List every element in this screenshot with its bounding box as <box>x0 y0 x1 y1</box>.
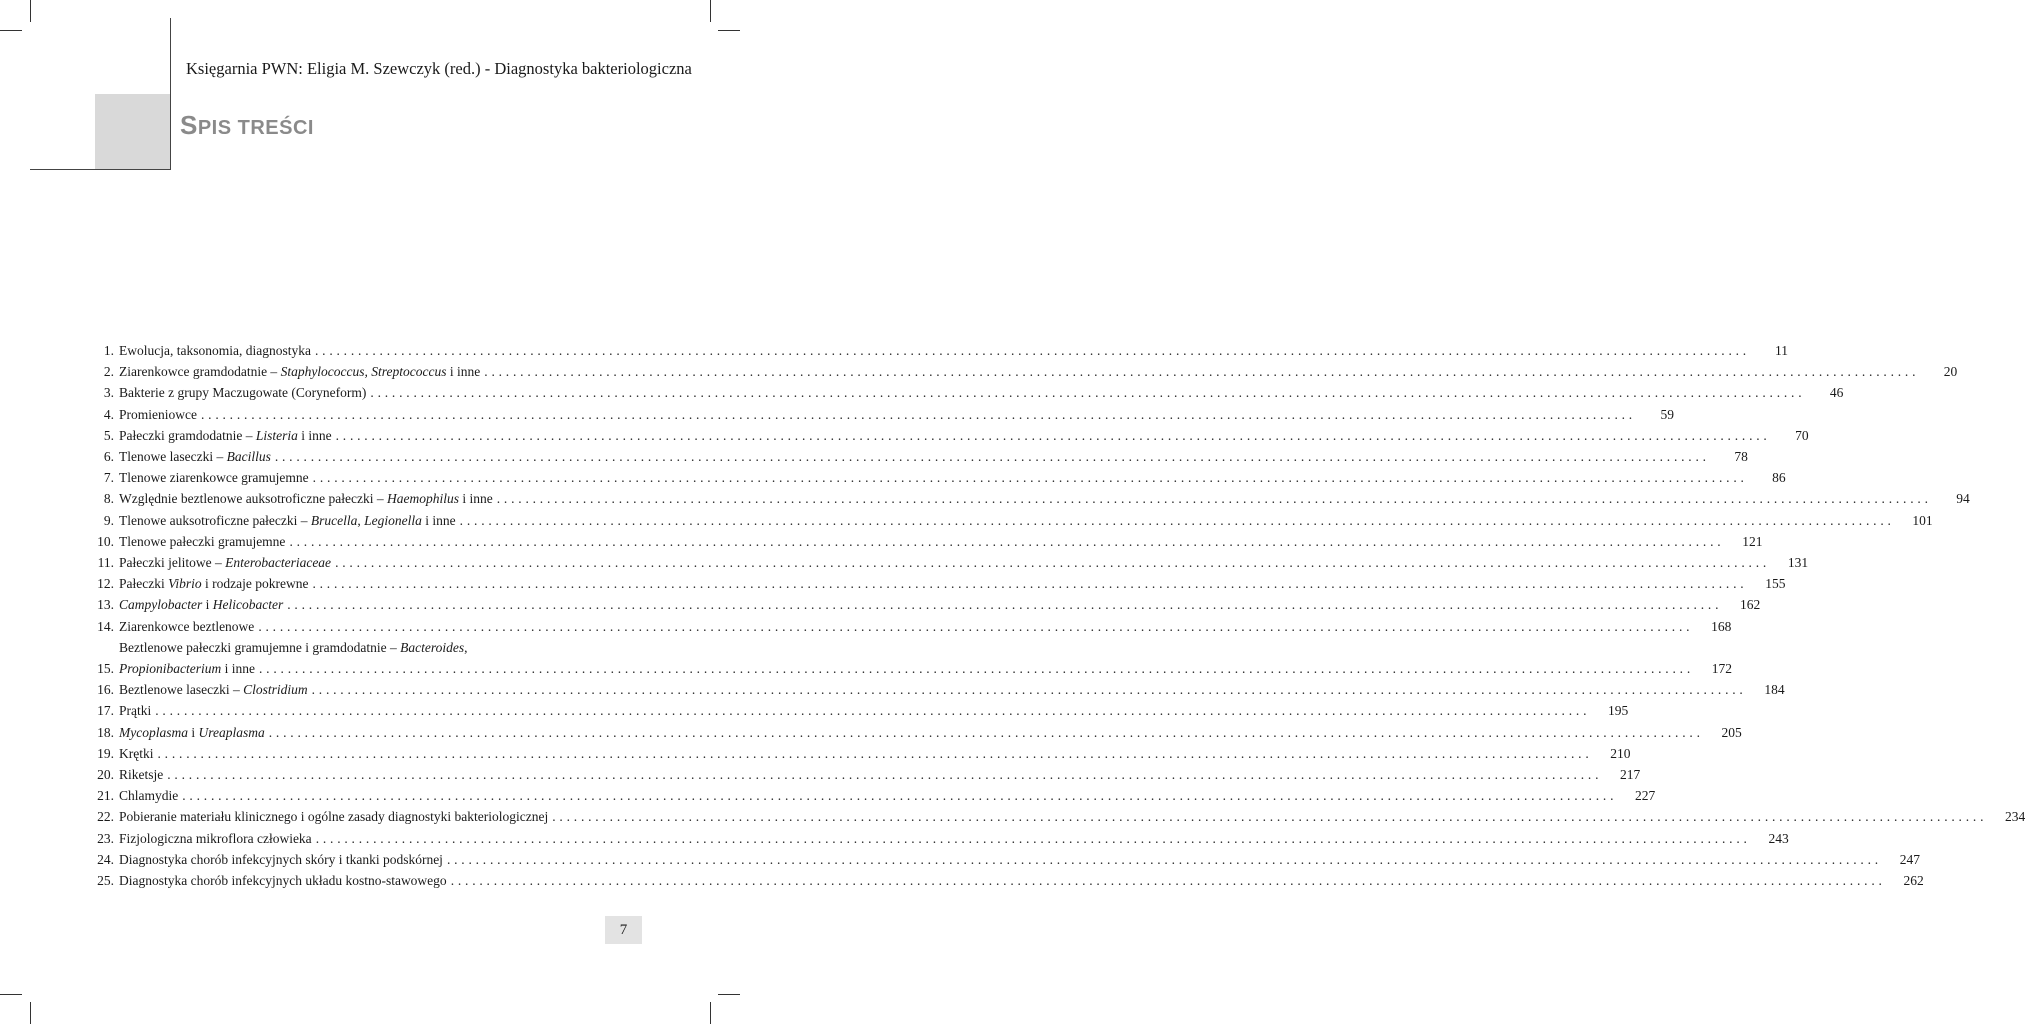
toc-entry-text-part: Beztlenowe laseczki – <box>119 682 244 698</box>
toc-entry[interactable] <box>88 446 1748 467</box>
toc-entry-number: 20. <box>97 767 114 783</box>
toc-entry-text-part: Promieniowce <box>119 406 197 422</box>
toc-entry-text-part: Riketsje <box>119 767 164 783</box>
toc-entry-title <box>119 382 366 403</box>
toc-entry-title <box>119 849 443 870</box>
toc-entry-title <box>119 404 197 425</box>
toc-entry-italic-text: Staphylococcus, Streptococcus <box>280 364 447 380</box>
toc-dot-leader: ........................................................................................................................................................................................................ <box>312 470 1748 486</box>
toc-entry-number: 25. <box>97 873 114 889</box>
toc-entry[interactable] <box>88 594 1761 615</box>
toc-entry-text-part: Tlenowe laseczki – <box>119 449 227 465</box>
toc-dot-leader: ........................................................................................................................................................................................................ <box>182 788 1618 804</box>
toc-entry-number: 16. <box>97 682 114 698</box>
toc-entry-italic-text: Brucella <box>310 512 358 528</box>
toc-entry-title <box>119 764 163 785</box>
toc-entry-title <box>119 552 331 573</box>
toc-entry-text-part: Krętki <box>119 745 154 761</box>
toc-entry-page: 59 <box>1660 406 1674 422</box>
toc-entry-number: 21. <box>97 788 114 804</box>
toc-entry-text-part: Ewolucja, taksonomia, diagnostyka <box>119 343 311 358</box>
section-title-rest: PIS TREŚCI <box>197 117 314 139</box>
toc-entry-number: 15. <box>97 661 114 677</box>
toc-entry-number: 2. <box>103 364 114 380</box>
book-title: Księgarnia PWN: Eligia M. Szewczyk (red.) - Diagnostyka bakteriologiczna <box>186 59 692 78</box>
toc-entry-title <box>119 616 254 637</box>
toc-dot-leader: ........................................................................................................................................................................................................ <box>446 851 1882 867</box>
toc-entry-text-part: Pobieranie materiału klinicznego i ogólne zasady diagnostyki bakteriologicznej <box>119 809 549 825</box>
section-title <box>180 110 314 141</box>
toc-entry-italic-text: Legionella <box>364 512 422 528</box>
toc-dot-leader: ........................................................................................................................................................................................................ <box>157 745 1593 761</box>
toc-entry-italic-text: Enterobacteriaceae <box>225 555 332 571</box>
toc-entry-text-part: Tlenowe auksotroficzne pałeczki – <box>119 512 311 528</box>
toc-dot-leader: ........................................................................................................................................................................................................ <box>311 682 1747 698</box>
toc-dot-leader: ........................................................................................................................................................................................................ <box>315 830 1751 846</box>
crop-mark <box>710 0 711 22</box>
toc-entry-text-part: i rodzaje pokrewne <box>201 576 309 592</box>
toc-entry-text-part: Fizjologiczna mikroflora człowieka <box>119 830 312 846</box>
crop-mark <box>30 0 31 22</box>
toc-entry-page: 78 <box>1734 449 1748 465</box>
toc-entry-title-line1 <box>119 637 644 658</box>
toc-entry-page: 101 <box>1912 512 1933 528</box>
toc-entry-number: 1. <box>103 343 114 358</box>
toc-dot-leader: ........................................................................................................................................................................................................ <box>370 385 1806 401</box>
toc-entry-text-part: Chlamydie <box>119 788 179 804</box>
toc-entry-page: 131 <box>1787 555 1809 571</box>
toc-entry-number: 3. <box>103 385 114 401</box>
crop-mark <box>718 30 740 31</box>
toc-entry-italic-text: Clostridium <box>243 682 308 698</box>
toc-entry-text-part: Ziarenkowce beztlenowe <box>119 618 255 634</box>
toc-entry-page: 217 <box>1620 767 1641 783</box>
toc-entry-page: 227 <box>1635 788 1656 804</box>
toc-entry-page: 195 <box>1608 703 1629 719</box>
toc-dot-leader: ........................................................................................................................................................................................................ <box>335 555 1771 571</box>
toc-entry-title <box>119 806 548 827</box>
toc-entry-number: 9. <box>103 512 114 528</box>
toc-entry-title <box>119 467 309 488</box>
toc-entry-page: 94 <box>1956 491 1970 507</box>
toc-dot-leader: ........................................................................................................................................................................................................ <box>496 491 1932 507</box>
toc-entry[interactable] <box>88 700 1629 721</box>
toc-entry-title <box>119 446 271 467</box>
toc-entry[interactable] <box>88 404 1674 425</box>
toc-entry[interactable] <box>88 488 1970 509</box>
toc-entry-page: 11 <box>1774 343 1788 358</box>
crop-mark <box>0 30 22 31</box>
toc-entry[interactable] <box>88 764 1641 785</box>
toc-entry-number: 23. <box>97 830 114 846</box>
toc-entry-title <box>119 700 151 721</box>
toc-entry-page: 247 <box>1899 851 1920 867</box>
toc-entry[interactable] <box>88 722 1742 743</box>
toc-entry[interactable] <box>88 510 1933 531</box>
toc-dot-leader: ........................................................................................................................................................................................................ <box>200 406 1636 422</box>
toc-entry-text-part: Bakterie z grupy Maczugowate (Coryneform) <box>119 385 367 401</box>
toc-entry-title <box>119 531 285 552</box>
toc-entry[interactable] <box>88 870 1924 891</box>
crop-mark <box>30 1002 31 1024</box>
toc-entry-page: 86 <box>1772 470 1786 486</box>
toc-entry[interactable] <box>88 382 1844 403</box>
toc-entry-text-part: i <box>202 597 213 613</box>
toc-entry-italic-text: Bacillus <box>226 449 271 465</box>
toc-entry[interactable] <box>88 806 2025 827</box>
toc-entry-title <box>119 488 493 509</box>
toc-entry-number: 13. <box>97 597 114 613</box>
toc-entry[interactable] <box>88 573 1786 594</box>
toc-entry-italic-text: Vibrio <box>168 576 202 592</box>
toc-dot-leader: ........................................................................................................................................................................................................ <box>552 809 1988 825</box>
toc-entry-number: 5. <box>103 427 114 443</box>
toc-entry-page: 70 <box>1795 427 1809 443</box>
toc-entry-text-part: Pałeczki <box>119 576 169 592</box>
toc-entry-number: 24. <box>97 851 114 867</box>
toc-entry-number: 6. <box>103 449 114 465</box>
header-vertical-rule <box>170 18 171 170</box>
toc-dot-leader: ........................................................................................................................................................................................................ <box>259 661 1694 677</box>
toc-dot-leader: ........................................................................................................................................................................................................ <box>335 427 1771 443</box>
toc-entry-number: 19. <box>97 745 114 761</box>
toc-entry[interactable] <box>88 467 1786 488</box>
toc-entry-title <box>119 573 308 594</box>
toc-entry[interactable] <box>88 785 1656 806</box>
crop-mark <box>710 1002 711 1024</box>
toc-entry-page: 243 <box>1768 830 1789 846</box>
toc-entry-text-part: i inne <box>421 512 456 528</box>
toc-dot-leader: ........................................................................................................................................................................................................ <box>484 364 1920 380</box>
toc-dot-leader: ........................................................................................................................................................................................................ <box>289 533 1725 549</box>
toc-entry-text-part: i inne <box>446 364 481 380</box>
toc-entry-italic-text: Propionibacterium <box>119 661 222 677</box>
crop-mark <box>718 994 740 995</box>
toc-entry-title <box>119 658 255 679</box>
page-number: 7 <box>605 916 642 944</box>
toc-entry-page: 162 <box>1740 597 1761 613</box>
header-horizontal-rule <box>30 169 171 170</box>
toc-entry-text-part: i inne <box>297 427 332 443</box>
toc-entry-title <box>119 870 447 891</box>
toc-dot-leader: ........................................................................................................................................................................................................ <box>167 767 1603 783</box>
toc-entry-title <box>119 594 283 615</box>
toc-entry-number: 8. <box>103 491 114 507</box>
toc-entry-text-part: , <box>464 639 468 655</box>
toc-entry-title <box>119 743 154 764</box>
toc-entry-text-part: Względnie beztlenowe auksotroficzne pałeczki – <box>119 491 387 507</box>
toc-entry-text-part: i <box>187 724 199 740</box>
toc-entry-page: 121 <box>1742 533 1763 549</box>
toc-entry-text-part: Tlenowe ziarenkowce gramujemne <box>119 470 309 486</box>
toc-entry-page: 172 <box>1711 661 1732 677</box>
toc-entry-text-part: i inne <box>221 661 255 677</box>
toc-dot-leader: ........................................................................................................................................................................................................ <box>258 618 1694 634</box>
toc-entry-number: 22. <box>97 809 114 825</box>
toc-entry-text-part: Prątki <box>119 703 152 719</box>
toc-entry-text-part: Pałeczki gramdodatnie – <box>119 427 256 443</box>
toc-dot-leader: ........................................................................................................................................................................................................ <box>287 597 1723 613</box>
toc-entry-number: 17. <box>97 703 114 719</box>
toc-entry[interactable] <box>88 361 1958 382</box>
toc-entry-page: 205 <box>1721 724 1742 740</box>
toc-entry-page: 46 <box>1829 385 1844 401</box>
toc-entry-text-part: Diagnostyka chorób infekcyjnych skóry i tkanki podskórnej <box>119 851 443 867</box>
toc-entry-number: 18. <box>97 724 114 740</box>
toc-entry-page: 184 <box>1764 682 1785 698</box>
toc-entry-title <box>119 425 332 446</box>
toc-entry-number: 11. <box>97 555 114 571</box>
toc-entry-italic-text: Haemophilus <box>387 491 459 507</box>
toc-entry[interactable] <box>88 849 1920 870</box>
toc-entry-text-part: Ziarenkowce gramdodatnie – <box>119 364 281 380</box>
toc-entry-italic-text: Campylobacter <box>119 597 203 613</box>
toc-entry-number: 14. <box>97 618 114 634</box>
toc-entry-italic-text: Listeria <box>255 427 298 443</box>
toc-entry-text-part: Pałeczki jelitowe – <box>119 555 226 571</box>
toc-entry-italic-text: Helicobacter <box>212 597 284 613</box>
toc-entry[interactable] <box>88 828 1789 849</box>
toc-entry-number: 7. <box>103 470 114 486</box>
toc-entry-text-part: , <box>357 512 365 528</box>
toc-entry[interactable] <box>88 679 1785 700</box>
toc-entry-text-part: Tlenowe pałeczki gramujemne <box>119 533 286 549</box>
toc-entry-text-part: Diagnostyka chorób infekcyjnych układu kostno-stawowego <box>119 873 447 889</box>
toc-entry-italic-text: Ureaplasma <box>198 724 265 740</box>
toc-dot-leader: ........................................................................................................................................................................................................ <box>274 449 1710 465</box>
toc-entry-italic-text: Bacteroides <box>400 639 465 655</box>
toc-dot-leader: ........................................................................................................................................................................................................ <box>312 576 1748 592</box>
section-title-initial: S <box>180 110 198 140</box>
header-gray-box <box>95 94 170 169</box>
toc-dot-leader: ........................................................................................................................................................................................................ <box>314 343 1750 358</box>
crop-mark <box>0 994 22 995</box>
table-of-contents <box>88 340 2025 891</box>
toc-entry[interactable] <box>88 340 1788 361</box>
toc-entry-number: 4. <box>103 406 114 422</box>
toc-entry-page: 155 <box>1765 576 1786 592</box>
toc-dot-leader: ........................................................................................................................................................................................................ <box>268 724 1704 740</box>
toc-entry-title <box>119 722 265 743</box>
toc-entry-text-part: Beztlenowe pałeczki gramujemne i gramdodatnie – <box>119 639 401 655</box>
toc-entry-page: 234 <box>2005 809 2025 825</box>
toc-entry-number: 10. <box>97 533 114 549</box>
toc-entry-title <box>119 785 178 806</box>
toc-entry-page: 210 <box>1610 745 1631 761</box>
toc-entry-page: 20 <box>1943 364 1958 380</box>
toc-dot-leader: ........................................................................................................................................................................................................ <box>450 873 1886 889</box>
toc-dot-leader: ........................................................................................................................................................................................................ <box>155 703 1591 719</box>
toc-entry-page: 262 <box>1903 873 1924 889</box>
toc-entry-italic-text: Mycoplasma <box>119 724 188 740</box>
toc-entry-title <box>119 340 311 361</box>
toc-entry[interactable] <box>88 616 1732 637</box>
toc-entry-title <box>119 361 480 382</box>
toc-entry[interactable] <box>88 425 1809 446</box>
toc-entry[interactable] <box>88 637 1732 679</box>
toc-entry-title <box>119 510 456 531</box>
toc-entry[interactable] <box>88 743 1631 764</box>
toc-entry-page: 168 <box>1711 618 1732 634</box>
toc-entry[interactable] <box>88 552 1809 573</box>
toc-entry-title <box>119 828 312 849</box>
toc-entry-title <box>119 679 308 700</box>
toc-entry-number: 12. <box>97 576 114 592</box>
toc-entry[interactable] <box>88 531 1763 552</box>
toc-entry-text-part: i inne <box>459 491 493 507</box>
toc-dot-leader: ........................................................................................................................................................................................................ <box>459 512 1895 528</box>
